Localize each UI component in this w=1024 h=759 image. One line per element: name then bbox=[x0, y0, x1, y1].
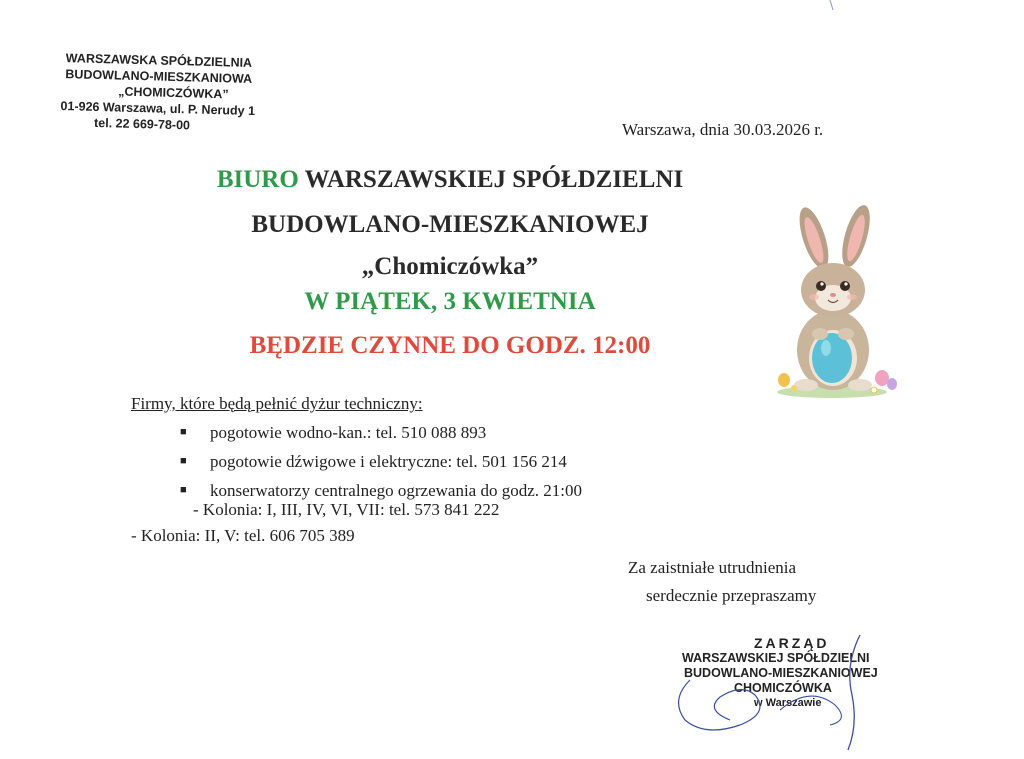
apology-line-2: serdecznie przepraszamy bbox=[646, 586, 817, 605]
list-item bbox=[180, 418, 582, 447]
square-bullet-icon: ■ bbox=[180, 455, 187, 467]
heading-line-2: BUDOWLANO-MIESZKANIOWEJ bbox=[251, 211, 649, 238]
stamp-line: „CHOMICZÓWKA” bbox=[118, 84, 229, 102]
board-stamp bbox=[672, 636, 922, 711]
stamp-address: 01-926 Warszawa, ul. P. Nerudy 1 bbox=[60, 98, 256, 119]
stamp-line: WARSZAWSKIEJ SPÓŁDZIELNI bbox=[682, 651, 870, 665]
square-bullet-icon: ■ bbox=[180, 484, 187, 496]
stamp-line: WARSZAWSKA SPÓŁDZIELNIA bbox=[65, 51, 253, 70]
scan-edge-mark bbox=[828, 0, 838, 12]
heading-cooperative-name: WARSZAWSKIEJ SPÓŁDZIELNI bbox=[304, 166, 684, 193]
stamp-line: BUDOWLANO-MIESZKANIOWEJ bbox=[684, 666, 878, 680]
heading-date-line: W PIĄTEK, 3 KWIETNIA bbox=[304, 288, 596, 315]
kolonia-line-1: - Kolonia: I, III, IV, VI, VII: tel. 573 841 222 bbox=[193, 500, 500, 519]
heading-biuro: BIURO bbox=[216, 166, 299, 193]
duty-item-text: konserwatorzy centralnego ogrzewania do godz. 21:00 bbox=[210, 481, 582, 500]
duty-item-text: pogotowie wodno-kan.: tel. 510 088 893 bbox=[210, 423, 487, 442]
stamp-phone: tel. 22 669-78-00 bbox=[93, 115, 191, 133]
stamp-line: w Warszawie bbox=[754, 697, 822, 709]
stamp-line: BUDOWLANO-MIESZKANIOWA bbox=[65, 67, 253, 86]
list-item bbox=[180, 447, 582, 476]
kolonia-line-2: - Kolonia: II, V: tel. 606 705 389 bbox=[131, 526, 355, 545]
heading-line-3: „Chomiczówka” bbox=[361, 253, 539, 280]
stamp-board-title: ZARZĄD bbox=[754, 635, 830, 651]
document-date: Warszawa, dnia 30.03.2026 r. bbox=[622, 120, 824, 139]
easter-bunny-illustration bbox=[770, 200, 900, 400]
duty-list bbox=[180, 418, 582, 505]
stamp-line: CHOMICZÓWKA bbox=[734, 681, 832, 695]
duty-intro: Firmy, które będą pełnić dyżur techniczny: bbox=[131, 394, 423, 413]
cooperative-stamp bbox=[60, 50, 287, 136]
apology-line-1: Za zaistniałe utrudnienia bbox=[628, 558, 797, 577]
heading-hours-line: BĘDZIE CZYNNE DO GODZ. 12:00 bbox=[249, 332, 651, 359]
heading-line-1 bbox=[120, 166, 780, 194]
square-bullet-icon: ■ bbox=[180, 426, 187, 438]
duty-item-text: pogotowie dźwigowe i elektryczne: tel. 501 156 214 bbox=[210, 452, 567, 471]
